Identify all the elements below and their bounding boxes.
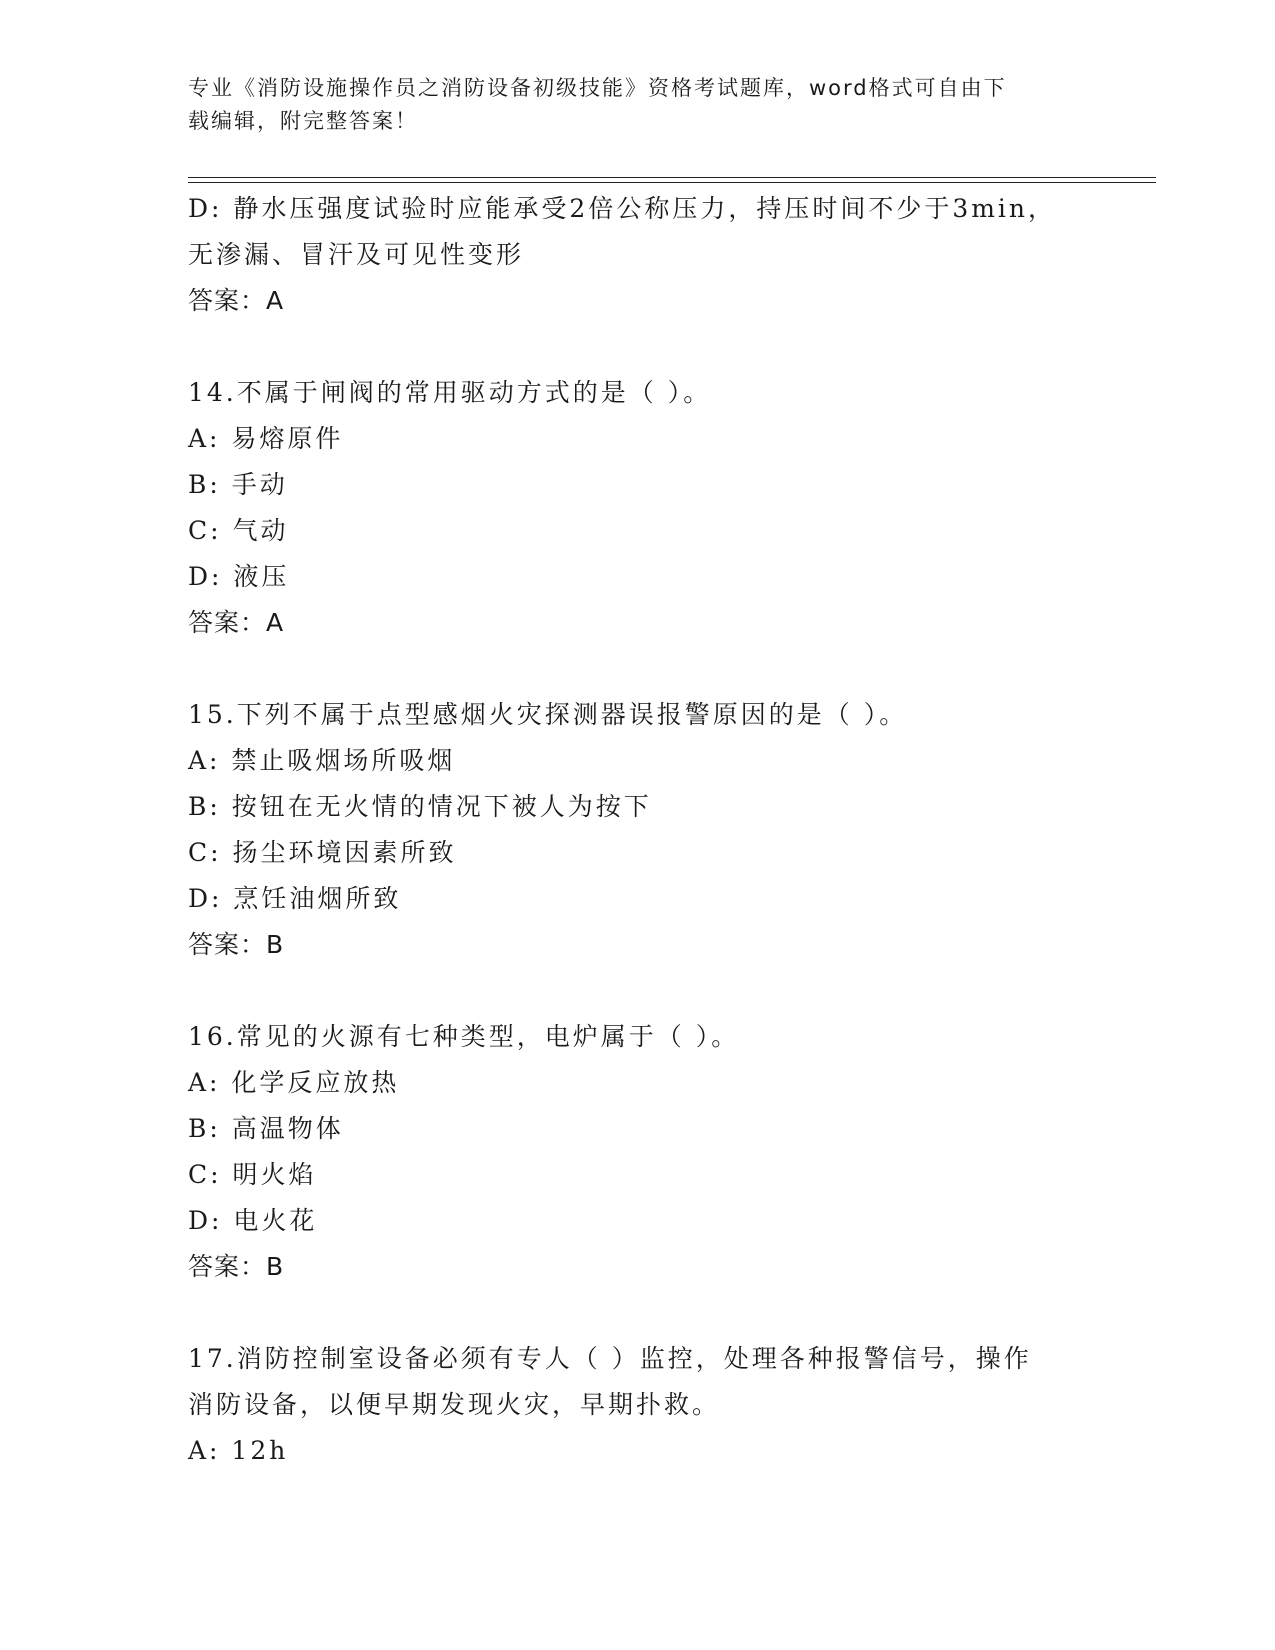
header-line-1: 专业《消防设施操作员之消防设备初级技能》资格考试题库，word格式可自由下 [188,76,1007,100]
option-a: A: 禁止吸烟场所吸烟 [188,746,456,775]
question-stem-continued: 消防设备，以便早期发现火灾，早期扑救。 [188,1390,721,1419]
option-b: B: 高温物体 [188,1114,344,1143]
document-header [188,72,1088,138]
answer: 答案：B [188,1252,285,1281]
header-divider-top [188,177,1156,178]
option-c: C: 气动 [188,516,289,545]
question-14 [188,370,1088,646]
question-stem: 14.不属于闸阀的常用驱动方式的是（ ）。 [188,378,712,407]
header-line-2: 载编辑，附完整答案！ [188,109,418,133]
question-13-tail [188,186,1088,324]
question-16 [188,1014,1088,1290]
option-b: B: 手动 [188,470,288,499]
answer: 答案：A [188,286,285,315]
question-stem: 16.常见的火源有七种类型，电炉属于（ ）。 [188,1022,740,1051]
option-b: B: 按钮在无火情的情况下被人为按下 [188,792,652,821]
option-a: A: 易熔原件 [188,424,344,453]
option-c: C: 扬尘环境因素所致 [188,838,457,867]
header-divider-bottom [188,182,1156,183]
option-d: D: 电火花 [188,1206,318,1235]
question-17 [188,1336,1088,1474]
answer: 答案：B [188,930,285,959]
option-a: A: 12h [188,1436,289,1465]
option-a: A: 化学反应放热 [188,1068,400,1097]
option-d: D: 静水压强度试验时应能承受2倍公称压力，持压时间不少于3min， [188,194,1057,223]
option-d-continued: 无渗漏、冒汗及可见性变形 [188,240,525,269]
question-15 [188,692,1088,968]
question-stem: 17.消防控制室设备必须有专人（ ）监控，处理各种报警信号，操作 [188,1344,1032,1373]
option-c: C: 明火焰 [188,1160,317,1189]
option-d: D: 液压 [188,562,290,591]
answer: 答案：A [188,608,285,637]
option-d: D: 烹饪油烟所致 [188,884,402,913]
question-stem: 15.下列不属于点型感烟火灾探测器误报警原因的是（ ）。 [188,700,908,729]
question-list [188,186,1088,1474]
